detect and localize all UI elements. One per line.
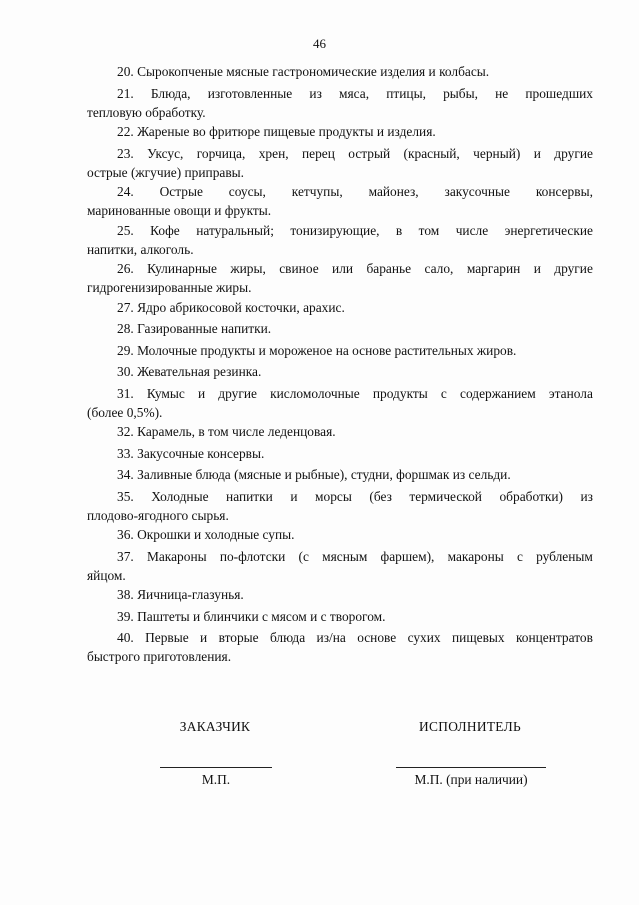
customer-stamp-caption: М.П. (201, 772, 231, 787)
item-line-1 (117, 628, 593, 647)
item-text: Карамель, в том числе леденцовая. (137, 424, 336, 439)
word: из (309, 85, 322, 101)
item-number: 33. (117, 445, 134, 461)
word: 23. (117, 145, 134, 161)
word: в (395, 222, 403, 238)
word: числе (455, 222, 489, 238)
word: этанола (548, 385, 593, 401)
item-line-1 (117, 84, 593, 103)
word: соусы, (228, 184, 266, 199)
item-line-1 (117, 547, 593, 566)
item-line-1 (117, 384, 593, 403)
word: содержанием (460, 385, 536, 401)
item-line-2: быстрого приготовления. (87, 649, 232, 664)
word: 24. (117, 184, 134, 199)
word: прошедших (525, 85, 593, 101)
list-item (87, 628, 593, 667)
word: том (418, 222, 440, 238)
item-text: Сырокопченые мясные гастрономические изделия и колбасы. (137, 64, 490, 79)
word: и (533, 145, 541, 161)
list-item (87, 259, 593, 298)
word: и (533, 261, 541, 276)
word: консервы, (535, 184, 593, 199)
word: фаршем), (380, 548, 435, 564)
word: 35. (117, 488, 134, 504)
word: (красный, (403, 145, 460, 161)
word: натуральный; (196, 222, 274, 238)
word: жиры, (230, 261, 266, 276)
word: птицы, (386, 85, 426, 101)
item-line-1 (117, 221, 593, 240)
word: 21. (117, 85, 134, 101)
item-text: Газированные напитки. (137, 321, 272, 336)
word: хрен, (258, 145, 289, 161)
word: острый (348, 145, 391, 161)
customer-signature-line (160, 767, 272, 768)
word: с (516, 548, 523, 564)
list-item (87, 84, 593, 123)
word: тонизирующие, (290, 222, 380, 238)
item-line-2: яйцом. (87, 567, 126, 583)
word: свиное (279, 261, 319, 276)
word: маргарин (466, 261, 521, 276)
word: энергетические (504, 222, 593, 238)
list-item (117, 525, 593, 547)
word: 37. (117, 548, 134, 564)
list-item (87, 182, 593, 221)
word: морсы (315, 488, 352, 504)
word: 25. (117, 222, 134, 238)
word: черный) (473, 145, 521, 161)
word: баранье (366, 261, 412, 276)
word: мяса, (339, 85, 370, 101)
list-item (117, 362, 593, 384)
item-text: Паштеты и блинчики с мясом и с творогом. (137, 608, 386, 624)
item-line-2: плодово-ягодного сырья. (87, 507, 229, 523)
word: (без (369, 488, 392, 504)
word: перец (301, 145, 335, 161)
word: 40. (117, 630, 134, 645)
item-line-2: напитки, алкоголь. (87, 241, 194, 257)
word: из (580, 488, 593, 504)
item-line-2: маринованные овощи и фрукты. (87, 203, 272, 218)
item-text: Молочные продукты и мороженое на основе растительных жиров. (137, 342, 517, 358)
item-line-2: тепловую обработку. (87, 104, 206, 120)
item-line-1 (117, 259, 593, 278)
customer-title: ЗАКАЗЧИК (179, 719, 251, 734)
word: продукты (372, 385, 428, 401)
list-item (87, 221, 593, 260)
word: с (440, 385, 447, 401)
item-text: Яичница-глазунья. (137, 587, 244, 602)
word: и (290, 488, 298, 504)
word: кисломолочные (270, 385, 360, 401)
item-number: 27. (117, 299, 134, 315)
word: майонез, (368, 184, 419, 199)
list-item (87, 487, 593, 526)
list-item (117, 62, 593, 84)
word: не (495, 85, 509, 101)
list-item (117, 465, 593, 487)
item-number: 30. (117, 364, 134, 379)
contractor-title: ИСПОЛНИТЕЛЬ (419, 719, 521, 734)
word: напитки (226, 488, 273, 504)
list-item (117, 422, 593, 444)
word: вторые (218, 630, 259, 645)
word: обработки) (499, 488, 563, 504)
list-item (87, 384, 593, 423)
word: другие (554, 145, 593, 161)
word: (с (298, 548, 309, 564)
word: и (197, 385, 206, 401)
word: концентратов (515, 630, 593, 645)
item-number: 22. (117, 124, 134, 139)
word: термической (409, 488, 482, 504)
item-number: 34. (117, 467, 134, 482)
word: Кумыс (146, 385, 185, 401)
item-text: Заливные блюда (мясные и рыбные), студни, форшмак из сельди. (137, 467, 511, 482)
item-text: Закусочные консервы. (137, 445, 265, 461)
word: по-флотски (219, 548, 286, 564)
list-item (117, 585, 593, 607)
list-item (117, 607, 593, 629)
word: пищевых (451, 630, 505, 645)
item-text: Жареные во фритюре пищевые продукты и изделия. (137, 124, 436, 139)
list-item (117, 341, 593, 363)
item-number: 39. (117, 608, 134, 624)
word: рубленым (536, 548, 593, 564)
list-item (117, 122, 593, 144)
word: кетчупы, (291, 184, 343, 199)
word: из/на (316, 630, 346, 645)
word: Макароны (146, 548, 207, 564)
word: сухих (407, 630, 441, 645)
item-text: Жевательная резинка. (137, 364, 262, 379)
item-line-2: острые (жгучие) приправы. (87, 164, 245, 180)
item-line-1 (117, 487, 593, 506)
word: 31. (117, 385, 134, 401)
word: изготовленные (207, 85, 293, 101)
word: Кулинарные (147, 261, 217, 276)
word: мясным (322, 548, 368, 564)
word: блюда (269, 630, 306, 645)
word: Холодные (151, 488, 209, 504)
word: или (332, 261, 354, 276)
item-line-1 (117, 144, 593, 163)
word: и (200, 630, 208, 645)
list-item (117, 298, 593, 320)
word: 26. (117, 261, 134, 276)
item-text: Ядро абрикосовой косточки, арахис. (137, 299, 345, 315)
list-item (117, 319, 593, 341)
list-item (87, 547, 593, 586)
contractor-stamp-caption: М.П. (при наличии) (414, 772, 528, 787)
word: другие (218, 385, 257, 401)
word: Кофе (150, 222, 180, 238)
word: горчица, (196, 145, 246, 161)
item-number: 36. (117, 527, 134, 542)
word: макароны (447, 548, 504, 564)
word: основе (357, 630, 397, 645)
word: другие (554, 261, 593, 276)
item-number: 38. (117, 587, 134, 602)
item-text: Окрошки и холодные супы. (137, 527, 295, 542)
item-list (87, 62, 593, 667)
word: Уксус, (147, 145, 184, 161)
word: сало, (424, 261, 454, 276)
item-line-2: гидрогенизированные жиры. (87, 280, 252, 295)
item-number: 29. (117, 342, 134, 358)
list-item (117, 444, 593, 466)
list-item (87, 144, 593, 183)
item-line-1 (117, 182, 593, 201)
item-number: 28. (117, 321, 134, 336)
item-line-2: (более 0,5%). (87, 404, 163, 420)
word: рыбы, (443, 85, 478, 101)
item-number: 32. (117, 424, 134, 439)
word: Первые (145, 630, 189, 645)
contractor-signature-line (396, 767, 546, 768)
word: Острые (159, 184, 203, 199)
word: закусочные (444, 184, 510, 199)
word: Блюда, (150, 85, 191, 101)
item-number: 20. (117, 64, 134, 79)
page-number: 46 (313, 36, 326, 51)
